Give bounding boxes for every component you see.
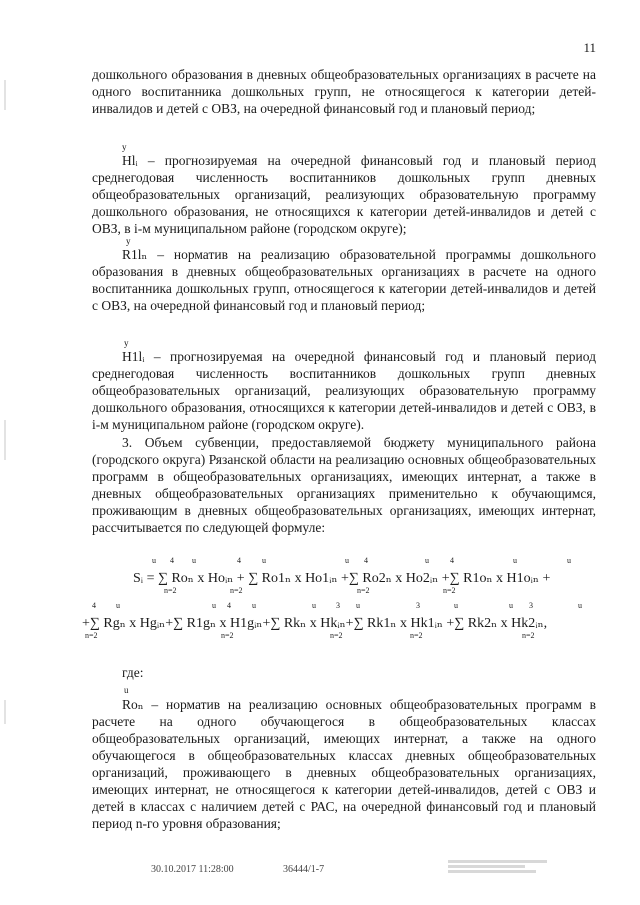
paragraph-r1l-definition: R1lₙ – норматив на реализацию образовательной программы дошкольного образования в дневных общеобразовательных организациях в расчете на одного воспитанника дошкольных групп, относящегося к категории детей-инвалидов и детей с ОВЗ, на очередной финансовый год и плановый период; bbox=[92, 247, 596, 313]
formula-line-2: 4 u u 4 u u 3 u 3 u u 3 u +∑ Rgₙ x Hgᵢₙ+∑ R1gₙ x H1gᵢₙ+∑ Rkₙ x Hkᵢₙ+∑ Rk1ₙ x Hk1ᵢₙ +∑ Rk2ₙ x Hk2ᵢₙ, n=2 n=2 n=2 n=2 n=2 bbox=[82, 601, 582, 640]
formula-line-1: u 4 u 4 u u 4 u 4 u u Sᵢ = ∑ Roₙ x Hoᵢₙ + ∑ Ro1ₙ x Ho1ᵢₙ +∑ Ro2ₙ x Ho2ᵢₙ +∑ R1oₙ x H1oᵢₙ + n=2 n=2 n=2 n=2 bbox=[133, 556, 571, 595]
scan-margin-mark bbox=[4, 700, 6, 724]
formula-expression-2: +∑ Rgₙ x Hgᵢₙ+∑ R1gₙ x H1gᵢₙ+∑ Rkₙ x Hkᵢₙ+∑ Rk1ₙ x Hk1ᵢₙ +∑ Rk2ₙ x Hk2ᵢₙ, bbox=[82, 616, 548, 631]
paragraph-subvention-formula-intro: 3. Объем субвенции, предоставляемой бюджету муниципального района (городского округа) Рязанской области на реализацию основных общеобразовательных программ в общеобразовательных организациях, имеющих интернат, а также в дневных общеобразовательных организациях применительно к обучающимся, проживающим в дневных общеобразовательных организациях, имеющих интернат, рассчитывается по следующей формуле: bbox=[92, 435, 596, 535]
page-number: 11 bbox=[583, 40, 596, 55]
superscript-u: u bbox=[124, 685, 129, 695]
superscript-y: y bbox=[126, 236, 131, 246]
paragraph-1: дошкольного образования в дневных общеобразовательных организациях в расчете на одного воспитанника дошкольных групп, не относящегося к категории детей-инвалидов и детей с ОВЗ, на очередной финансовый год и плановый период; bbox=[92, 67, 596, 116]
scan-margin-mark bbox=[4, 80, 6, 110]
footer-doc-id: 36444/1-7 bbox=[283, 864, 325, 875]
superscript-y: y bbox=[122, 142, 127, 152]
footer-datetime: 30.10.2017 11:28:00 bbox=[151, 864, 234, 875]
faded-stamp bbox=[448, 858, 558, 874]
scan-margin-mark bbox=[4, 420, 6, 460]
paragraph-hl-definition: Hlᵢ – прогнозируемая на очередной финансовый год и плановый период среднегодовая численность воспитанников дошкольных групп дневных общеобразовательных организаций, реализующих образовательную программу дошкольного образования, не относящихся к категории детей-инвалидов и детей с ОВЗ, в i-м муниципальном районе (городском округе); bbox=[92, 153, 596, 236]
paragraph-ro-definition: Roₙ – норматив на реализацию основных общеобразовательных программ в расчете на одного обучающегося в общеобразовательных классах общеобразовательных организаций, имеющих интернат, а также на одного обучающегося в общеобразовательных классах дневных общеобразовательных организаций, проживающего в дневных общеобразовательных организациях, имеющих интернат, не относящегося к категории детей-инвалидов, детей с ОВЗ и детей в классах с наличием детей с РАС, на очередной финансовый год и плановый период n-го уровня образования; bbox=[92, 697, 596, 831]
paragraph-h1l-definition: H1lᵢ – прогнозируемая на очередной финансовый год и плановый период среднегодовая численность воспитанников дошкольных групп дневных общеобразовательных организаций, реализующих образовательную программу дошкольного образования, относящихся к категории детей-инвалидов и детей с ОВЗ, в i-м муниципальном районе (городском округе). bbox=[92, 349, 596, 432]
formula-expression-1: Sᵢ = ∑ Roₙ x Hoᵢₙ + ∑ Ro1ₙ x Ho1ᵢₙ +∑ Ro2ₙ x Ho2ᵢₙ +∑ R1oₙ x H1oᵢₙ + bbox=[133, 571, 551, 586]
label-where: где: bbox=[122, 665, 144, 680]
superscript-y: y bbox=[124, 338, 129, 348]
